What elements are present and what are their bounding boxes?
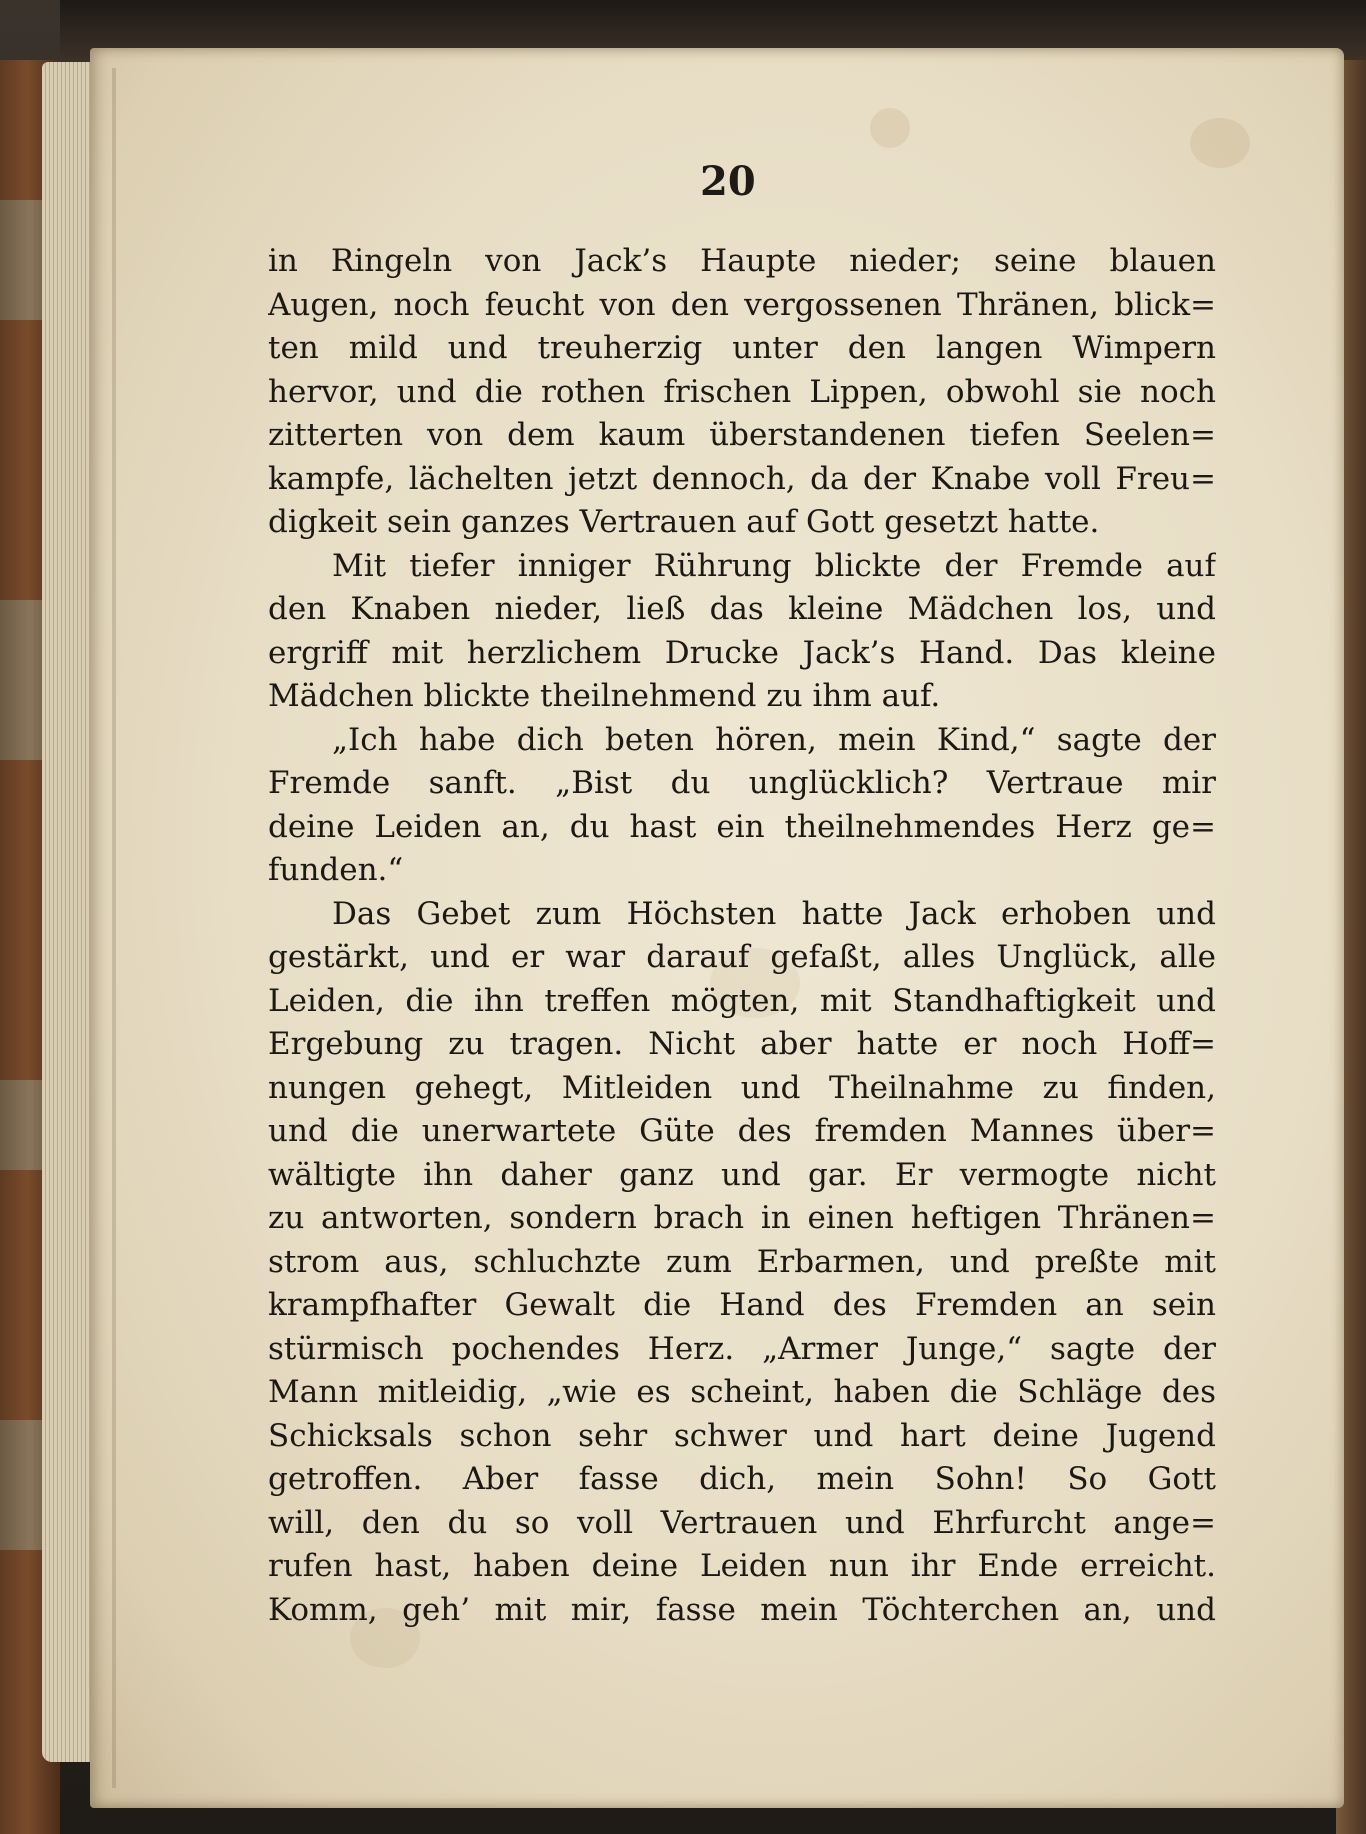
- text-line: Mädchen blickte theilnehmend zu ihm auf.: [268, 678, 941, 714]
- text-line: hervor, und die rothen frischen Lippen, obwohl sie noch: [268, 373, 1216, 410]
- text-line: zu antworten, sondern brach in einen heftigen Thränen=: [268, 1200, 1216, 1236]
- text-line: in Ringeln von Jack’s Haupte nieder; seine blauen: [268, 243, 1216, 279]
- text-line: Mann mitleidig, „wie es scheint, haben die Schläge des: [268, 1374, 1216, 1410]
- text-line: Komm, geh’ mit mir, fasse mein Töchterchen an, und: [268, 1591, 1216, 1628]
- text-line: nungen gehegt, Mitleiden und Theilnahme zu finden,: [268, 1069, 1216, 1106]
- text-line: Schicksals schon sehr schwer und hart deine Jugend: [268, 1417, 1216, 1454]
- text-line: Augen, noch feucht von den vergossenen Thränen, blick=: [268, 286, 1216, 323]
- text-line: will, den du so voll Vertrauen und Ehrfurcht ange=: [268, 1504, 1216, 1541]
- text-line: ten mild und treuherzig unter den langen Wimpern: [268, 330, 1216, 366]
- body-text: [268, 240, 1216, 1632]
- text-line: digkeit sein ganzes Vertrauen auf Gott gesetzt hatte.: [268, 504, 1100, 540]
- text-line: kampfe, lächelten jetzt dennoch, da der Knabe voll Freu=: [268, 460, 1216, 497]
- text-line: und die unerwartete Güte des fremden Mannes über=: [268, 1113, 1216, 1149]
- paper-stain: [1190, 118, 1250, 168]
- text-line: wältigte ihn daher ganz und gar. Er vermogte nicht: [268, 1156, 1216, 1193]
- text-line: ergriff mit herzlichem Drucke Jack’s Hand. Das kleine: [268, 634, 1216, 671]
- text-line: Fremde sanft. „Bist du unglücklich? Vertraue mir: [268, 765, 1216, 801]
- text-line: Das Gebet zum Höchsten hatte Jack erhoben und: [332, 895, 1216, 932]
- text-line: Ergebung zu tragen. Nicht aber hatte er noch Hoff=: [268, 1026, 1216, 1062]
- text-line: deine Leiden an, du hast ein theilnehmendes Herz ge=: [268, 808, 1216, 845]
- text-line: stürmisch pochendes Herz. „Armer Junge,“ sagte der: [268, 1330, 1216, 1367]
- text-line: „Ich habe dich beten hören, mein Kind,“ sagte der: [332, 721, 1216, 758]
- text-line: gestärkt, und er war darauf gefaßt, alles Unglück, alle: [268, 939, 1216, 975]
- text-line: krampfhafter Gewalt die Hand des Fremden an sein: [268, 1287, 1216, 1323]
- text-line: funden.“: [268, 852, 404, 888]
- text-line: zitterten von dem kaum überstandenen tiefen Seelen=: [268, 417, 1216, 453]
- paper-stain: [870, 108, 910, 148]
- text-line: den Knaben nieder, ließ das kleine Mädchen los, und: [268, 591, 1216, 627]
- text-line: getroffen. Aber fasse dich, mein Sohn! So Gott: [268, 1461, 1216, 1497]
- text-line: Mit tiefer inniger Rührung blickte der Fremde auf: [332, 547, 1216, 584]
- text-line: strom aus, schluchzte zum Erbarmen, und preßte mit: [268, 1243, 1216, 1280]
- text-line: rufen hast, haben deine Leiden nun ihr Ende erreicht.: [268, 1548, 1216, 1584]
- text-line: Leiden, die ihn treffen mögten, mit Standhaftigkeit und: [268, 982, 1216, 1019]
- page-number: 20: [700, 158, 756, 205]
